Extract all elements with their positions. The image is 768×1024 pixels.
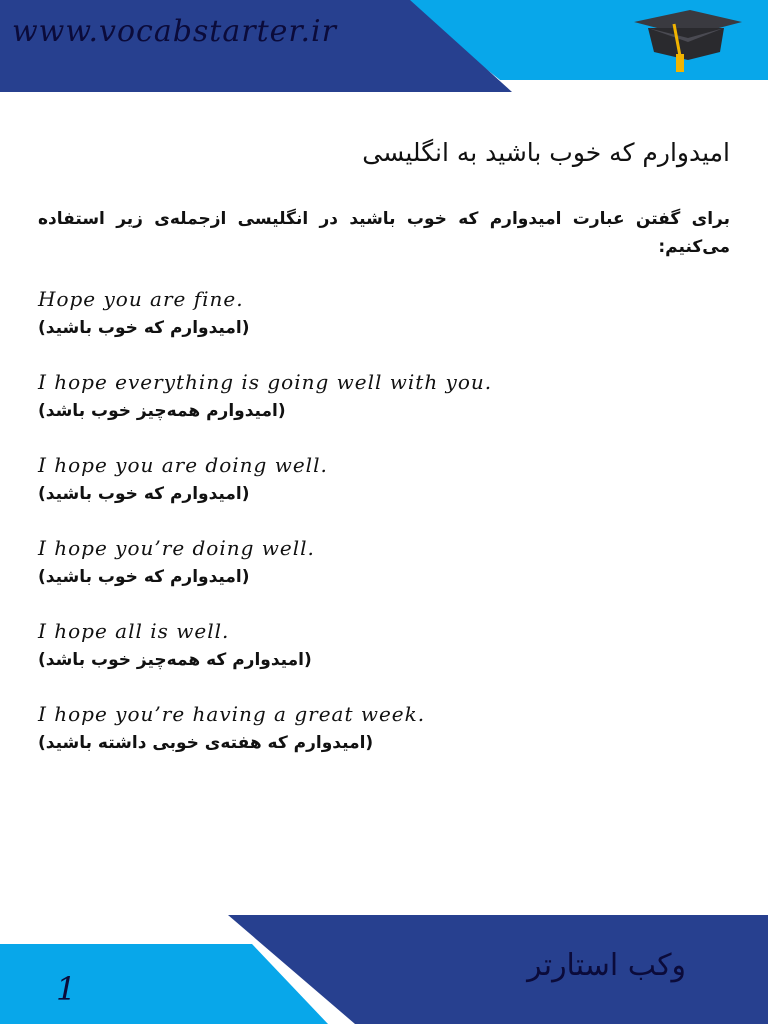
english-phrase: I hope you are doing well.	[38, 453, 328, 477]
english-phrase: I hope you’re having a great week.	[38, 702, 426, 726]
phrase-item	[38, 450, 728, 533]
graduation-cap-icon	[628, 8, 746, 76]
persian-translation: (امیدوارم که همه‌چیز خوب باشد)	[38, 650, 312, 670]
page-title: امیدوارم که خوب باشید به انگلیسی	[362, 138, 730, 167]
persian-translation: (امیدوارم که هفته‌ی خوبی داشته باشید)	[38, 733, 374, 753]
phrase-item	[38, 284, 728, 367]
persian-translation: (امیدوارم همه‌چیز خوب باشد)	[38, 401, 286, 421]
phrase-list	[38, 284, 728, 782]
page-number: 1	[56, 970, 77, 1008]
phrase-item	[38, 699, 728, 782]
english-phrase: I hope you’re doing well.	[38, 536, 315, 560]
intro-paragraph: برای گفتن عبارت امیدوارم که خوب باشید در انگلیسی ازجمله‌ی زیر استفاده می‌کنیم:	[38, 209, 730, 257]
phrase-item	[38, 367, 728, 450]
site-url[interactable]: www.vocabstarter.ir	[12, 14, 337, 49]
persian-translation: (امیدوارم که خوب باشید)	[38, 484, 250, 504]
phrase-item	[38, 616, 728, 699]
persian-translation: (امیدوارم که خوب باشید)	[38, 567, 250, 587]
phrase-item	[38, 533, 728, 616]
footer-brand: وکب استارتر	[527, 948, 686, 983]
english-phrase: I hope everything is going well with you.	[38, 370, 493, 394]
english-phrase: Hope you are fine.	[38, 287, 244, 311]
persian-translation: (امیدوارم که خوب باشید)	[38, 318, 250, 338]
english-phrase: I hope all is well.	[38, 619, 230, 643]
